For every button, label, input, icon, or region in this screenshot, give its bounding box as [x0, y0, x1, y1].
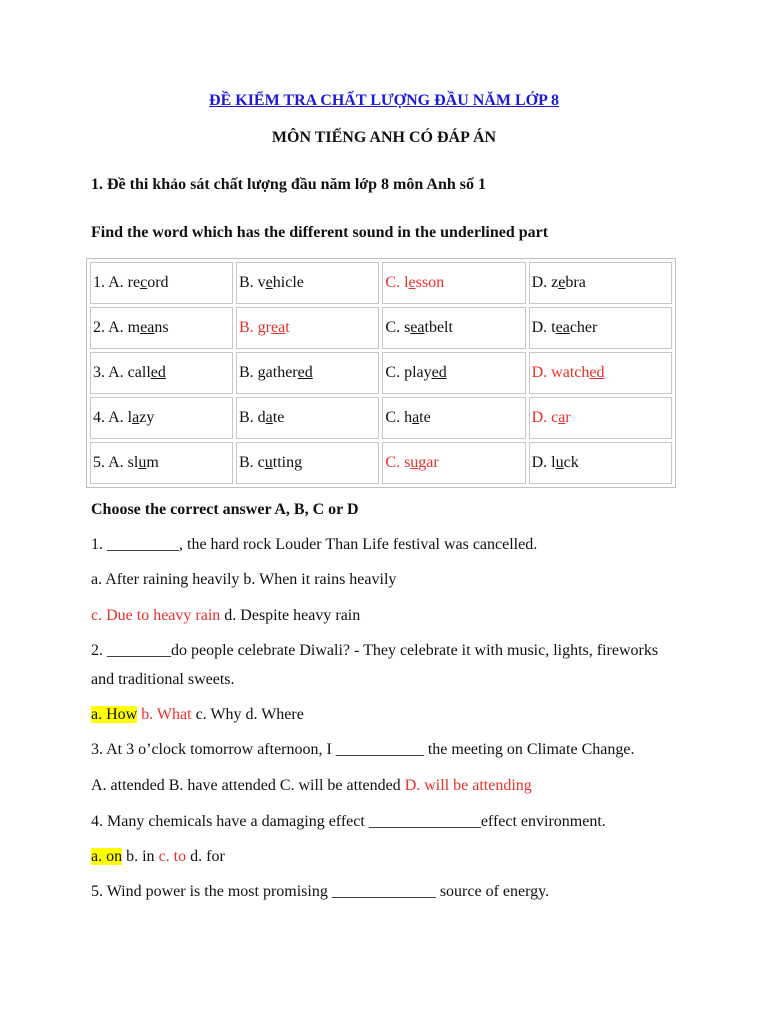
word-prefix: 2. A. m [93, 319, 141, 336]
word-prefix: C. l [385, 274, 409, 291]
question-4-option-d: d. for [186, 848, 225, 865]
word-suffix: ns [154, 319, 169, 336]
question-2-option-a-highlight: a. How [91, 706, 138, 723]
word-prefix: B. gather [238, 364, 298, 381]
question-1-options-ab: a. After raining heavily b. When it rains heavily [91, 571, 397, 588]
question-2-options [91, 706, 304, 724]
pronunciation-table [86, 258, 676, 488]
underlined-sound: ea [555, 319, 570, 336]
word-suffix: gar [418, 454, 439, 471]
pronunciation-row [90, 397, 672, 439]
word-suffix: ck [563, 454, 579, 471]
question-4-option-a-highlight: a. on [91, 848, 123, 865]
pronunciation-row [90, 307, 672, 349]
word-prefix: C. s [385, 319, 411, 336]
pronunciation-row [90, 352, 672, 394]
pronunciation-cell [236, 352, 379, 394]
underlined-sound: a [558, 409, 566, 426]
underlined-sound: e [408, 274, 416, 291]
question-4-option-b: b. in [122, 848, 159, 865]
word-prefix: D. c [531, 409, 559, 426]
word-prefix: D. l [531, 454, 556, 471]
word-prefix: 4. A. l [93, 409, 133, 426]
question-1-option-d: d. Despite heavy rain [220, 607, 361, 624]
word-prefix: C. s [385, 454, 411, 471]
word-prefix: C. play [385, 364, 432, 381]
underlined-sound: a [132, 409, 140, 426]
question-2-stem-line1: 2. ________do people celebrate Diwali? - They celebrate it with music, lights, fireworks [91, 642, 659, 659]
word-prefix: 3. A. call [93, 364, 151, 381]
word-prefix: B. gr [238, 319, 271, 336]
underlined-sound: ed [589, 364, 605, 381]
pronunciation-cell [382, 307, 525, 349]
pronunciation-cell [90, 262, 233, 304]
underlined-sound: u [138, 454, 147, 471]
question-3-options-abc: A. attended B. have attended C. will be attended [91, 777, 405, 794]
word-suffix: zy [139, 409, 155, 426]
word-prefix: D. watch [531, 364, 590, 381]
word-suffix: sson [415, 274, 445, 291]
pronunciation-cell [382, 397, 525, 439]
question-2-options-cd: c. Why d. Where [191, 706, 304, 723]
word-suffix: cher [569, 319, 598, 336]
underlined-sound: e [558, 274, 566, 291]
underlined-sound: u [410, 454, 419, 471]
pronunciation-row [90, 442, 672, 484]
question-1-answer-c: c. Due to heavy rain [91, 607, 221, 624]
word-prefix: B. d [238, 409, 266, 426]
word-prefix: 1. A. re [93, 274, 141, 291]
question-2-answer-b: b. What [137, 706, 192, 723]
word-prefix: B. c [238, 454, 265, 471]
word-prefix: D. t [531, 319, 556, 336]
pronunciation-cell [90, 352, 233, 394]
pronunciation-cell [529, 262, 672, 304]
word-prefix: 5. A. sl [93, 454, 139, 471]
instruction-pronunciation: Find the word which has the different sound in the underlined part [91, 224, 549, 241]
question-1-stem: 1. _________, the hard rock Louder Than Life festival was cancelled. [91, 536, 538, 553]
pronunciation-cell [529, 442, 672, 484]
word-suffix: ord [147, 274, 169, 291]
question-4-stem: 4. Many chemicals have a damaging effect ______________effect environment. [91, 813, 606, 830]
word-prefix: B. v [238, 274, 266, 291]
pronunciation-cell [236, 307, 379, 349]
pronunciation-cell [236, 262, 379, 304]
underlined-sound: ed [297, 364, 313, 381]
word-suffix: tbelt [424, 319, 453, 336]
word-suffix: tting [272, 454, 303, 471]
underlined-sound: ea [270, 319, 286, 336]
underlined-sound: ed [431, 364, 447, 381]
underlined-sound: a [412, 409, 420, 426]
question-5-stem: 5. Wind power is the most promising _____________ source of energy. [91, 883, 550, 900]
pronunciation-cell [90, 397, 233, 439]
word-suffix: hicle [272, 274, 304, 291]
word-suffix: r [565, 409, 571, 426]
pronunciation-cell [90, 442, 233, 484]
question-4-answer-c: c. to [158, 848, 187, 865]
word-suffix: te [419, 409, 431, 426]
section-heading: 1. Đề thi khảo sát chất lượng đầu năm lớp 8 môn Anh số 1 [91, 176, 486, 193]
pronunciation-cell [382, 262, 525, 304]
word-suffix: te [272, 409, 285, 426]
word-suffix: bra [565, 274, 586, 291]
pronunciation-cell [236, 397, 379, 439]
pronunciation-cell [382, 442, 525, 484]
question-4-options [91, 848, 225, 866]
underlined-sound: u [264, 454, 273, 471]
question-2-stem-line2: and traditional sweets. [91, 671, 235, 688]
underlined-sound: e [265, 274, 273, 291]
pronunciation-cell [529, 352, 672, 394]
underlined-sound: u [555, 454, 564, 471]
question-3-stem: 3. At 3 o’clock tomorrow afternoon, I ___________ the meeting on Climate Change. [91, 741, 635, 758]
document-title-link[interactable]: ĐỀ KIỂM TRA CHẤT LƯỢNG ĐẦU NĂM LỚP 8 [209, 92, 559, 109]
word-prefix: D. z [531, 274, 559, 291]
pronunciation-row [90, 262, 672, 304]
underlined-sound: ea [410, 319, 425, 336]
pronunciation-cell [382, 352, 525, 394]
word-suffix: m [146, 454, 159, 471]
pronunciation-cell [529, 397, 672, 439]
underlined-sound: ea [140, 319, 155, 336]
word-suffix: t [285, 319, 290, 336]
question-3-answer-d: D. will be attending [404, 777, 532, 794]
question-3-options [91, 777, 532, 795]
document-subtitle: MÔN TIẾNG ANH CÓ ĐÁP ÁN [271, 129, 497, 146]
underlined-sound: ed [150, 364, 166, 381]
underlined-sound: c [140, 274, 148, 291]
question-1-options-cd [91, 607, 360, 625]
pronunciation-cell [236, 442, 379, 484]
pronunciation-cell [90, 307, 233, 349]
word-prefix: C. h [385, 409, 413, 426]
instruction-multiple-choice: Choose the correct answer A, B, C or D [91, 501, 359, 518]
underlined-sound: a [265, 409, 273, 426]
pronunciation-cell [529, 307, 672, 349]
